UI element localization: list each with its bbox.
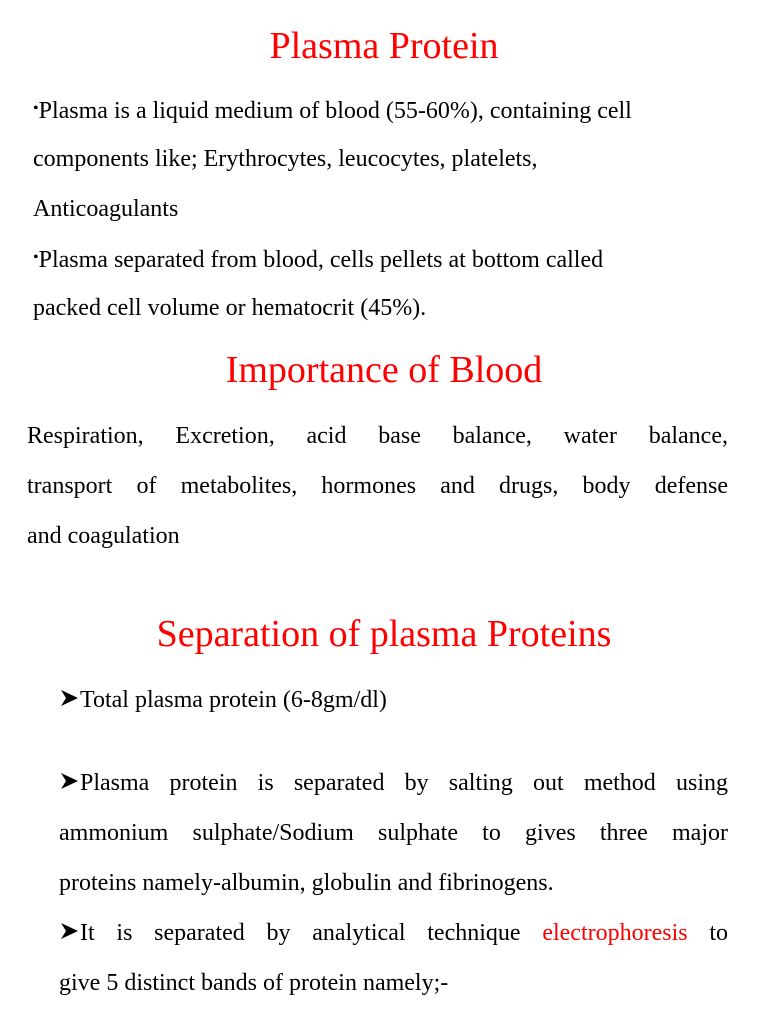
title-importance-of-blood: Importance of Blood — [225, 349, 543, 391]
title-separation-of-plasma-proteins: Separation of plasma Proteins — [156, 613, 612, 655]
arrow-bullet-icon — [59, 689, 80, 707]
arrow-item-salting-line-3: proteins namely-albumin, globulin and fibrinogens. — [59, 870, 554, 896]
arrow-item-electrophoresis-line-1 — [59, 918, 728, 948]
title-plasma-protein: Plasma Protein — [269, 25, 499, 67]
arrow-item-salting-text-1: Plasma protein is separated by salting out method using — [80, 770, 728, 796]
paragraph-plasma-text-1: Plasma is a liquid medium of blood (55-60%), containing cell — [38, 98, 632, 124]
electrophoresis-highlight: electrophoresis — [542, 920, 688, 946]
arrow-bullet-icon — [59, 922, 80, 940]
round-bullet-icon: • — [33, 100, 39, 117]
electrophoresis-text-a: It is separated by analytical technique — [80, 920, 543, 946]
paragraph-plasma-line-3: Anticoagulants — [33, 196, 179, 222]
paragraph-plasma-line-1 — [33, 94, 632, 126]
paragraph-separation-line-2: packed cell volume or hematocrit (45%). — [33, 295, 427, 321]
importance-line-3: and coagulation — [27, 523, 180, 549]
arrow-item-salting-line-2: ammonium sulphate/Sodium sulphate to gives three major — [59, 820, 728, 846]
paragraph-plasma-line-2: components like; Erythrocytes, leucocytes, platelets, — [33, 146, 538, 172]
arrow-bullet-icon — [59, 772, 80, 790]
round-bullet-icon: • — [33, 249, 39, 266]
arrow-item-salting-line-1 — [59, 768, 728, 798]
electrophoresis-text-b: to — [687, 920, 729, 946]
importance-line-1: Respiration, Excretion, acid base balance, water balance, — [27, 423, 728, 449]
arrow-item-electrophoresis-line-2: give 5 distinct bands of protein namely;- — [59, 970, 449, 996]
arrow-item-total-protein — [59, 685, 387, 715]
importance-line-2: transport of metabolites, hormones and drugs, body defense — [27, 473, 728, 499]
paragraph-separation-line-1 — [33, 243, 603, 275]
paragraph-separation-text-1: Plasma separated from blood, cells pellets at bottom called — [38, 247, 604, 273]
arrow-item-total-protein-text: Total plasma protein (6-8gm/dl) — [80, 687, 387, 713]
